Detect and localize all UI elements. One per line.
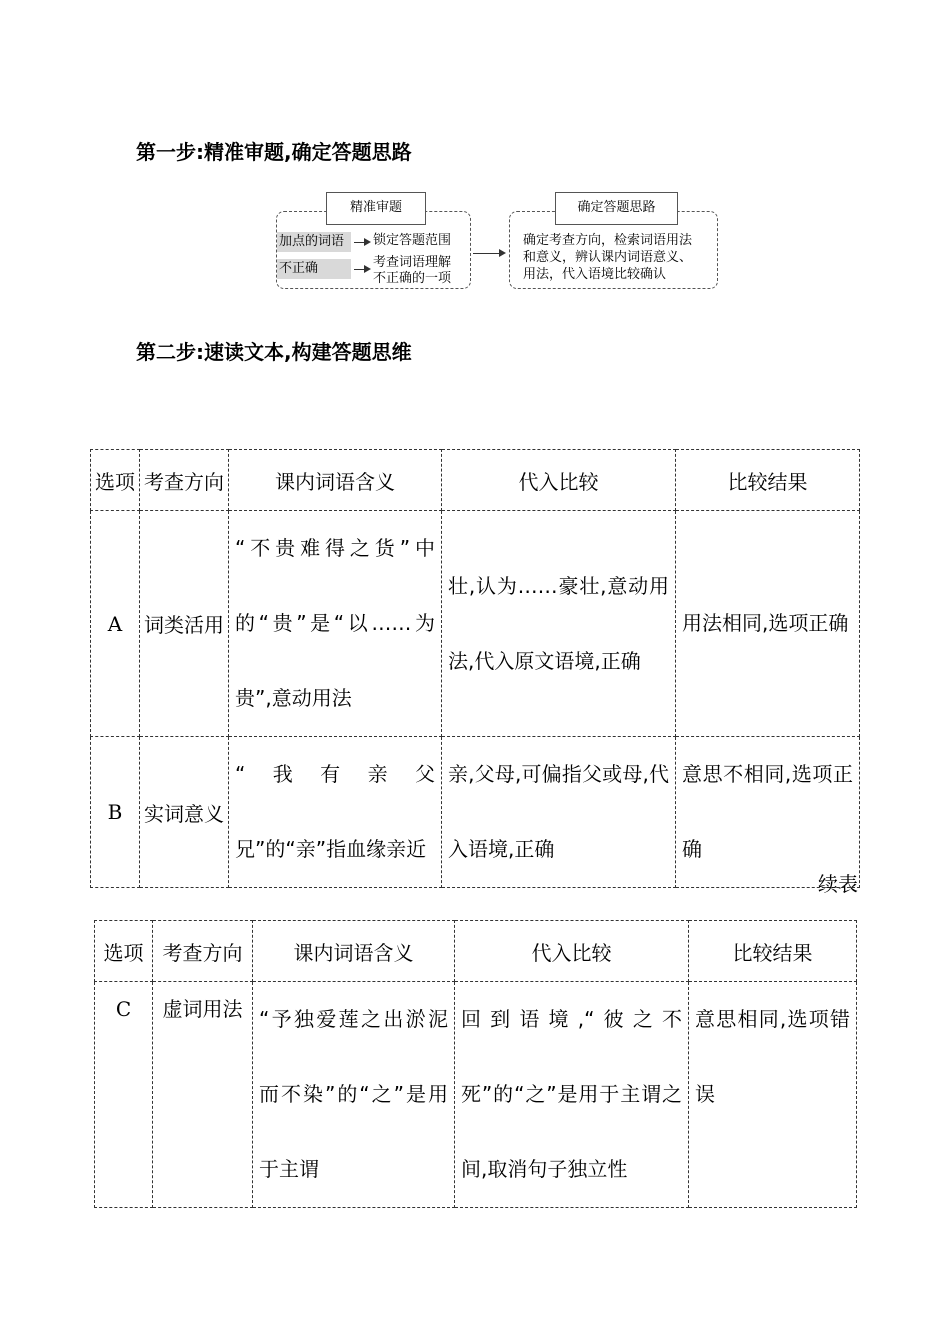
continued-label: 续表 — [818, 872, 858, 896]
result-cell: 意思不相同,选项正确 — [676, 737, 860, 888]
analysis-table-1 — [90, 449, 860, 888]
right-text-line2: 和意义，辨认课内词语意义、 — [523, 250, 693, 265]
direction-cell: 实词意义 — [140, 737, 229, 888]
direction-cell: 虚词用法 — [153, 982, 253, 1208]
tag1-result: 锁定答题范围 — [373, 233, 452, 248]
header-result: 比较结果 — [689, 921, 857, 982]
arrow-head-2 — [364, 265, 371, 273]
meaning-cell: “不贵难得之货”中的“贵”是“以……为贵”,意动用法 — [229, 511, 442, 737]
header-comparison: 代入比较 — [455, 921, 689, 982]
option-cell: B — [91, 737, 140, 888]
meaning-cell: “我有亲父兄”的“亲”指血缘亲近 — [229, 737, 442, 888]
header-comparison: 代入比较 — [442, 450, 676, 511]
table-row — [95, 982, 857, 1208]
table-row — [91, 737, 860, 888]
right-box-label: 确定答题思路 — [555, 192, 678, 225]
meaning-cell: “予独爱莲之出淤泥而不染”的“之”是用于主谓 — [253, 982, 455, 1208]
left-box-label: 精准审题 — [326, 192, 426, 225]
header-direction: 考查方向 — [140, 450, 229, 511]
table-header-row — [95, 921, 857, 982]
header-option: 选项 — [91, 450, 140, 511]
tag-incorrect: 不正确 — [277, 259, 351, 279]
header-direction: 考查方向 — [153, 921, 253, 982]
right-text-line3: 用法，代入语境比较确认 — [523, 267, 667, 282]
comparison-cell: 回到语境,“彼之不死”的“之”是用于主谓之间,取消句子独立性 — [455, 982, 689, 1208]
arrow-head-main — [499, 249, 506, 257]
tag2-result-line1: 考查词语理解 — [373, 255, 452, 270]
analysis-table-2 — [94, 920, 857, 1208]
header-result: 比较结果 — [676, 450, 860, 511]
arrow-head-1 — [364, 238, 371, 246]
result-cell: 用法相同,选项正确 — [676, 511, 860, 737]
comparison-cell: 壮,认为……豪壮,意动用法,代入原文语境,正确 — [442, 511, 676, 737]
option-cell: C — [95, 982, 153, 1208]
step1-title: 第一步:精准审题,确定答题思路 — [136, 140, 412, 164]
table-row — [91, 511, 860, 737]
result-cell: 意思相同,选项错误 — [689, 982, 857, 1208]
right-text-line1: 确定考查方向，检索词语用法 — [523, 233, 693, 248]
direction-cell: 词类活用 — [140, 511, 229, 737]
table-header-row — [91, 450, 860, 511]
tag-dotted-words: 加点的词语 — [277, 232, 351, 252]
option-cell: A — [91, 511, 140, 737]
step2-title: 第二步:速读文本,构建答题思维 — [136, 340, 412, 364]
comparison-cell: 亲,父母,可偏指父或母,代入语境,正确 — [442, 737, 676, 888]
header-option: 选项 — [95, 921, 153, 982]
arrow-line-main — [473, 253, 501, 254]
header-meaning: 课内词语含义 — [253, 921, 455, 982]
header-meaning: 课内词语含义 — [229, 450, 442, 511]
tag2-result-line2: 不正确的一项 — [373, 271, 452, 286]
